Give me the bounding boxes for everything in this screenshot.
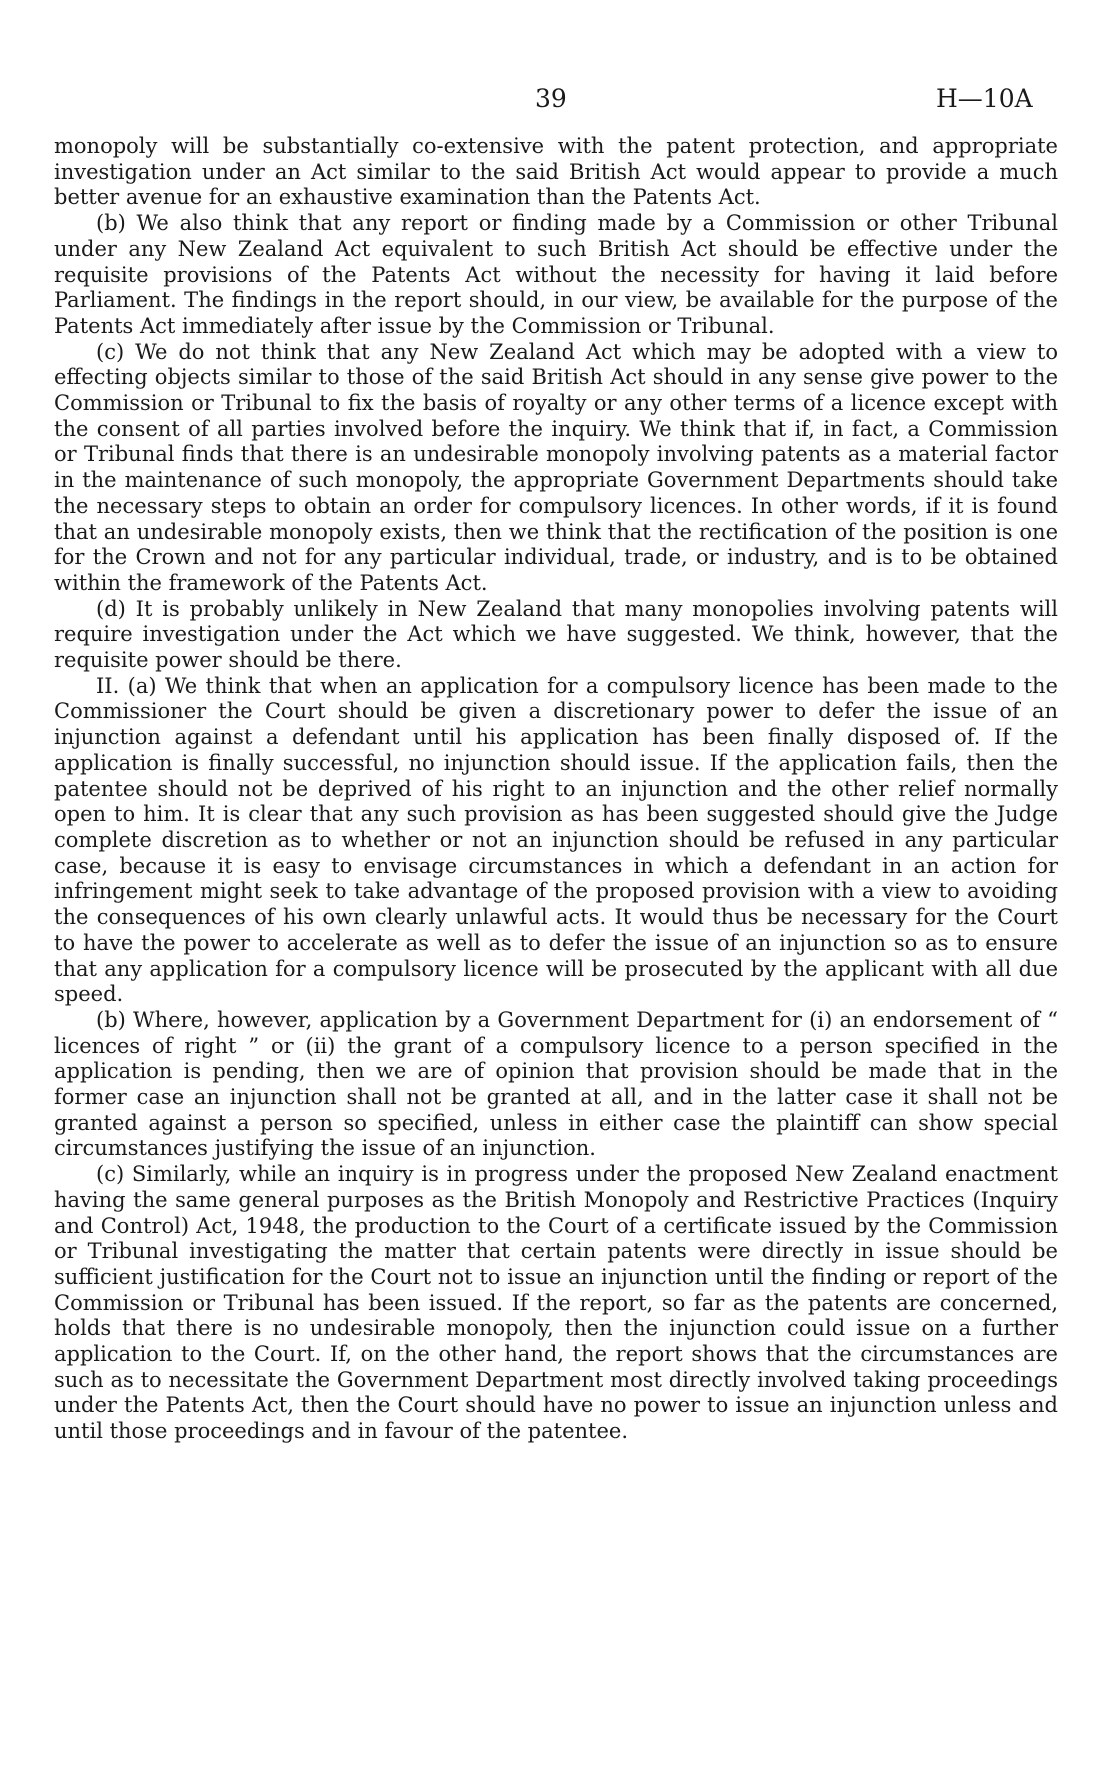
document-body <box>54 134 1058 1445</box>
paragraph-b: (b) We also think that any report or finding made by a Commission or other Tribunal under any New Zealand Act equivalent to such British Act should be effective under the requisite provisions of the Patents Act without the necessity for having it laid before Parliament. The findings in the report should, in our view, be available for the purpose of the Patents Act immediately after issue by the Commission or Tribunal. <box>54 211 1058 338</box>
paragraph-c: (c) We do not think that any New Zealand Act which may be adopted with a view to effecting objects similar to those of the said British Act should in any sense give power to the Commission or Tribunal to fix the basis of royalty or any other terms of a licence except with the consent of all parties involved before the inquiry. We think that if, in fact, a Commission or Tribunal finds that there is an undesirable monopoly involving patents as a material factor in the maintenance of such monopoly, the appropriate Government Departments should take the necessary steps to obtain an order for compulsory licences. In other words, if it is found that an undesirable monopoly exists, then we think that the rectification of the position is one for the Crown and not for any particular individual, trade, or industry, and is to be obtained within the framework of the Patents Act. <box>54 339 1058 595</box>
document-reference: H—10A <box>936 84 1033 113</box>
paragraph-continuation: monopoly will be substantially co-extensive with the patent protection, and appropriate investigation under an Act similar to the said British Act would appear to provide a much better avenue for an exhaustive examination than the Patents Act. <box>54 134 1058 210</box>
page-header <box>0 84 1114 114</box>
paragraph-II-a: II. (a) We think that when an application for a compulsory licence has been made to the Commissioner the Court should be given a discretionary power to defer the issue of an injunction against a defendant until his application has been finally disposed of. If the application is finally successful, no injunction should issue. If the application fails, then the patentee should not be deprived of his right to an injunction and the other relief normally open to him. It is clear that any such provision as has been suggested should give the Judge complete discretion as to whether or not an injunction should be refused in any particular case, because it is easy to envisage circumstances in which a defendant in an action for infringement might seek to take advantage of the proposed provision with a view to avoiding the consequences of his own clearly unlawful acts. It would thus be necessary for the Court to have the power to accelerate as well as to defer the issue of an injunction so as to ensure that any application for a compulsory licence will be prosecuted by the applicant with all due speed. <box>54 673 1058 1007</box>
paragraph-d: (d) It is probably unlikely in New Zealand that many monopolies involving patents will require investigation under the Act which we have suggested. We think, however, that the requisite power should be there. <box>54 596 1058 673</box>
paragraph-II-b: (b) Where, however, application by a Government Department for (i) an endorsement of “ licences of right ” or (ii) the grant of a compulsory licence to a person specified in the application is pending, then we are of opinion that provision should be made that in the former case an injunction shall not be granted at all, and in the latter case it shall not be granted against a person so specified, unless in either case the plaintiff can show special circumstances justifying the issue of an injunction. <box>54 1007 1058 1161</box>
paragraph-II-c: (c) Similarly, while an inquiry is in progress under the proposed New Zealand enactment having the same general purposes as the British Monopoly and Restrictive Practices (Inquiry and Control) Act, 1948, the production to the Court of a certificate issued by the Commission or Tribunal investigating the matter that certain patents were directly in issue should be sufficient justification for the Court not to issue an injunction until the finding or report of the Commission or Tribunal has been issued. If the report, so far as the patents are concerned, holds that there is no undesirable monopoly, then the injunction could issue on a further application to the Court. If, on the other hand, the report shows that the circumstances are such as to necessitate the Government Department most directly involved taking proceedings under the Patents Act, then the Court should have no power to issue an injunction unless and until those proceedings and in favour of the patentee. <box>54 1162 1058 1444</box>
page-number: 39 <box>535 84 567 113</box>
